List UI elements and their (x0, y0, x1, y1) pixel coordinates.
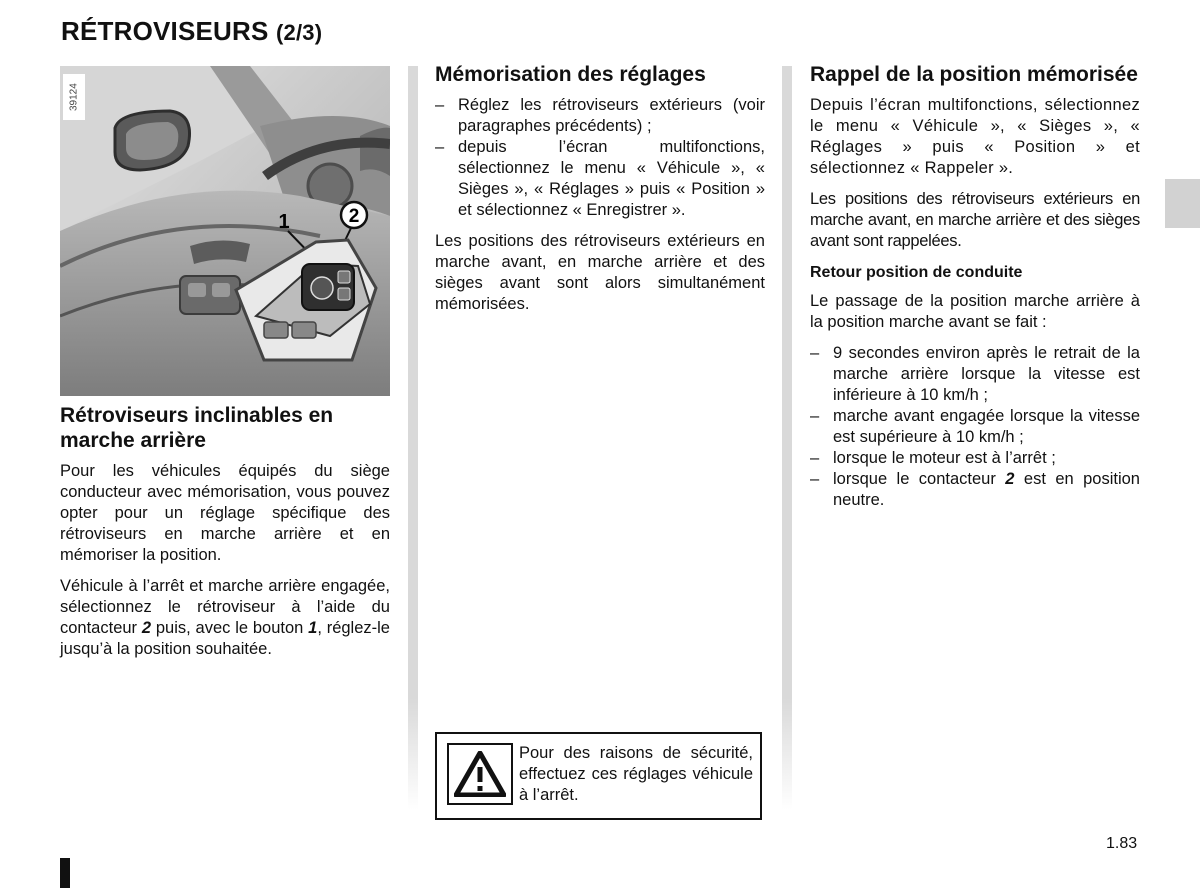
column-3 (810, 62, 1140, 521)
warning-icon (447, 743, 513, 805)
column-divider-1 (408, 66, 418, 810)
safety-warning-text: Pour des raisons de sécurité, effectuez ces réglages véhicule à l’arrêt. (519, 744, 753, 804)
column-divider-2 (782, 66, 792, 810)
col1-paragraph-1: Pour les véhicules équipés du siège conducteur avec mémorisation, vous pouvez opter pour un réglage spécifique des rétroviseurs en marche arrière et en mémoriser la position. (60, 462, 390, 564)
subheading-driving-position: Retour position de conduite (810, 264, 1023, 281)
list-item: – Réglez les rétroviseurs extérieurs (voir paragraphes précédents) ; (435, 95, 765, 137)
callout-1: 1 (278, 211, 290, 233)
col3-paragraph-2: Les positions des rétroviseurs extérieurs en marche avant, en marche arrière et des sièges avant sont rappelées. (810, 190, 1140, 250)
safety-warning-box (435, 732, 762, 820)
section-heading-memorisation: Mémorisation des réglages (435, 63, 706, 86)
page-title-part: (2/3) (275, 20, 323, 45)
list-item: – marche avant engagée lorsque la vitesse est supérieure à 10 km/h ; (810, 406, 1140, 448)
memorisation-steps (435, 95, 765, 221)
list-item: – lorsque le moteur est à l’arrêt ; (810, 448, 1140, 469)
crop-mark (60, 858, 70, 888)
switch-ref-2: 2 (141, 619, 152, 637)
figure-reference: 39124 (63, 74, 85, 120)
switch-ref-2: 2 (1005, 470, 1015, 488)
col3-paragraph-1: Depuis l’écran multifonctions, sélectionnez le menu « Véhicule », « Sièges », « Réglages » puis « Position » et sélectionnez « Rappeler ». (810, 96, 1140, 177)
page-number: 1.83 (1106, 835, 1138, 852)
column-2 (435, 62, 765, 325)
col1-paragraph-2: Véhicule à l’arrêt et marche arrière engagée, sélectionnez le rétroviseur à l’aide du contacteur 2 puis, avec le bouton 1, réglez-le jusqu’à la position souhaitée. (60, 577, 390, 658)
door-control-illustration (60, 66, 390, 396)
section-heading-tilt-mirrors: Rétroviseurs inclinables en marche arrière (60, 404, 334, 452)
list-item: – lorsque le contacteur 2 est en position neutre. (810, 469, 1140, 511)
list-item: – 9 secondes environ après le retrait de la marche arrière lorsque la vitesse est inférieure à 10 km/h ; (810, 343, 1140, 406)
page-title (61, 16, 322, 47)
section-thumb-tab (1165, 179, 1200, 228)
col3-paragraph-3: Le passage de la position marche arrière à la position marche avant se fait : (810, 292, 1140, 331)
recall-conditions (810, 343, 1140, 511)
list-item: – depuis l’écran multifonctions, sélectionnez le menu « Véhicule », « Sièges », « Réglages » puis « Position » et sélectionnez « Enregistrer ». (435, 137, 765, 221)
warning-triangle-icon (454, 751, 506, 797)
section-heading-recall: Rappel de la position mémorisée (810, 63, 1138, 86)
page-title-text: RÉTROVISEURS (61, 16, 269, 46)
col2-paragraph: Les positions des rétroviseurs extérieurs en marche avant, en marche arrière et des sièges avant sont alors simultanément mémorisées. (435, 232, 765, 313)
callout-2: 2 (348, 206, 360, 227)
door-panel-drawing (60, 66, 390, 396)
button-ref-1: 1 (308, 619, 318, 637)
column-1 (60, 403, 390, 670)
